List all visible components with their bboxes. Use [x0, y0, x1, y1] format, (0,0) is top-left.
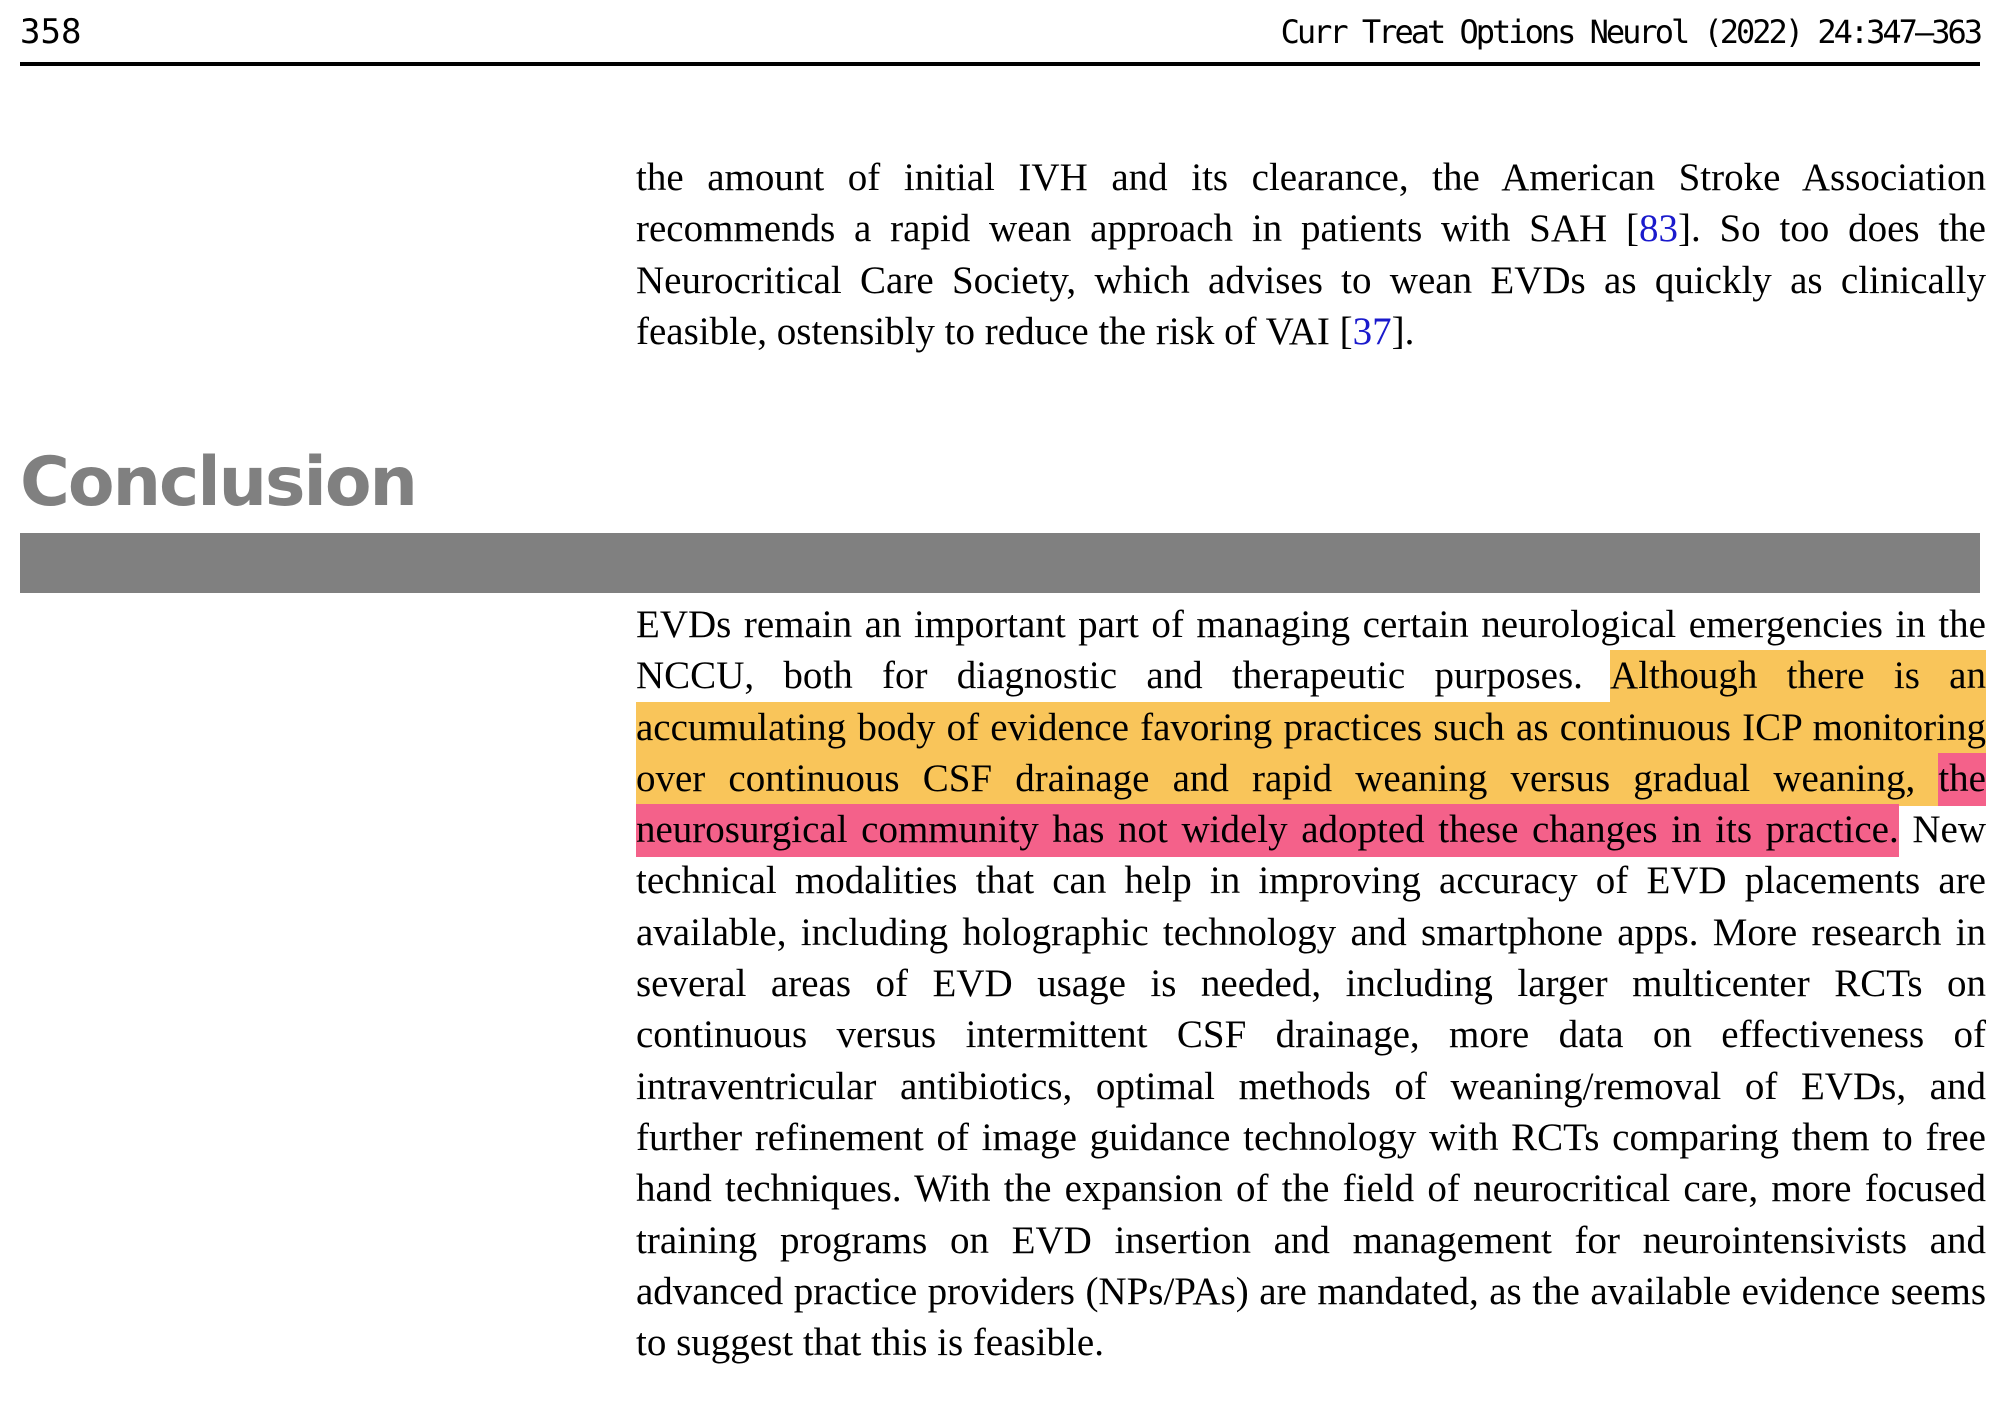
header-rule — [20, 62, 1980, 66]
highlight-pink[interactable]: the neurosurgical community has not widely adopted these changes in its practice. — [636, 753, 1986, 857]
page-number: 358 — [20, 12, 82, 52]
paragraph-text: the amount of initial IVH and its clearance, the American Stroke Association recommends a rapid wean approach in patients with SAH [ — [636, 156, 1986, 251]
citation-link-83[interactable]: 83 — [1638, 207, 1678, 251]
conclusion-paragraph — [636, 599, 1986, 1368]
paragraph-text: New technical modalities that can help in improving accuracy of EVD placements are available, including holographic technology and smartphone apps. More research in several areas of EVD usage is needed, including larger multicenter RCTs on continuous versus intermittent CSF drainage, more data on effectiveness of intraventricular antibiotics, optimal methods of weaning/removal of EVDs, and further refinement of image guidance technology with RCTs comparing them to free hand techniques. With the expansion of the field of neurocritical care, more focused training programs on EVD insertion and management for neurointensivists and advanced practice providers (NPs/PAs) are mandated, as the available evidence seems to suggest that this is feasible. — [636, 808, 1986, 1365]
paragraph-text: ]. So too does the Neurocritical Care Society, which advises to wean EVDs as quickly as clinically feasible, ostensibly to reduce the risk of VAI [ — [636, 207, 1986, 353]
citation-link-37[interactable]: 37 — [1352, 309, 1392, 353]
paragraph-text: EVDs remain an important part of managing certain neurological emergencies in the NCCU, both for diagnostic and therapeutic purposes. — [636, 603, 1986, 698]
highlight-yellow[interactable]: Although there is an accumulating body of evidence favoring practices such as continuous ICP monitoring over continuous CSF drainage and rapid weaning versus gradual weaning, — [636, 650, 1986, 806]
section-heading-conclusion: Conclusion — [20, 443, 416, 522]
paragraph-text: ]. — [1391, 309, 1415, 353]
running-head: Curr Treat Options Neurol (2022) 24:347–363 — [1280, 13, 1980, 51]
section-divider-bar — [20, 533, 1980, 593]
body-paragraph-top — [636, 152, 1986, 357]
